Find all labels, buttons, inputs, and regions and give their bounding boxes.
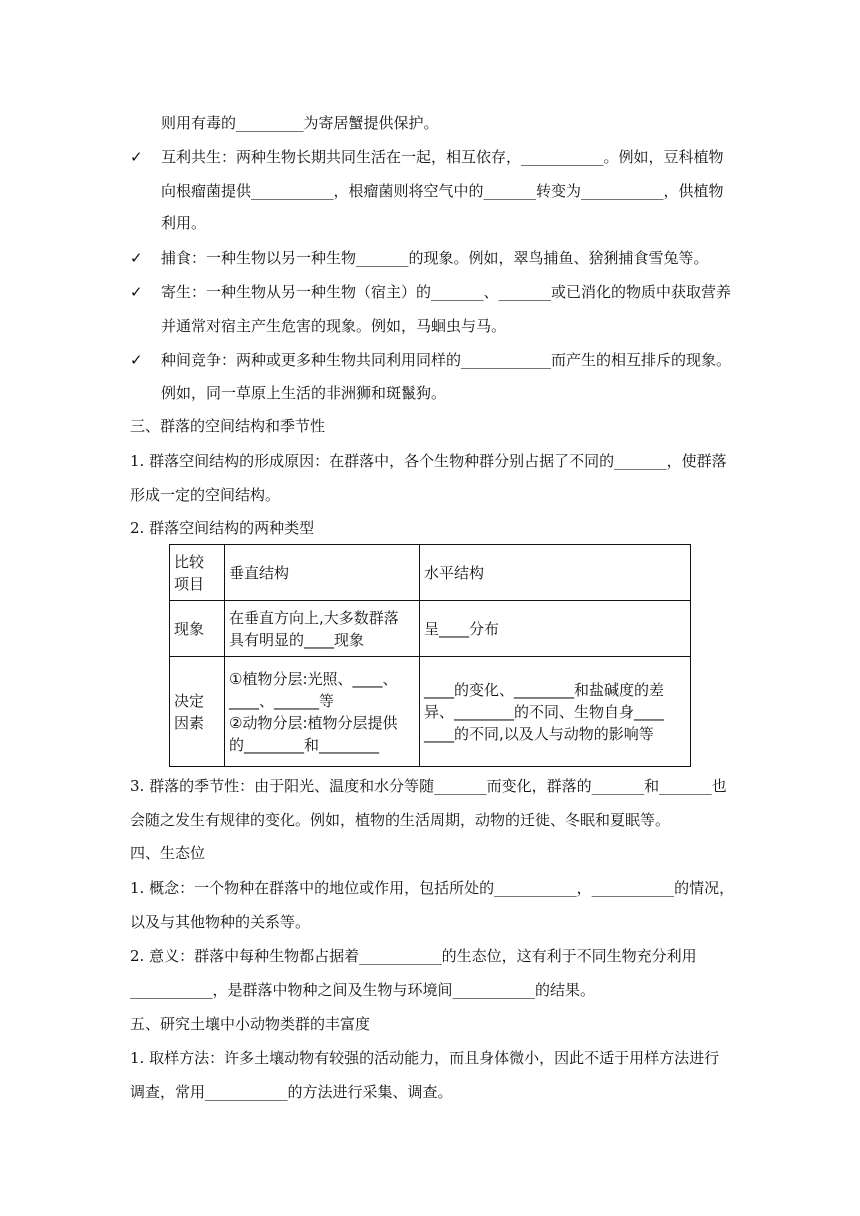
text-line: 并通常对宿主产生危害的现象。例如，马蛔虫与马。 [161, 317, 507, 335]
cell-text: 垂直结构 [229, 563, 290, 582]
table-cell [420, 545, 691, 601]
cell-text: 项目 [174, 574, 205, 593]
cell-text: 具有明显的____现象 [229, 630, 365, 649]
table-cell [170, 601, 225, 657]
text-line: 例如，同一草原上生活的非洲狮和斑鬣狗。 [161, 384, 447, 402]
text-line: 互利共生：两种生物长期共同生活在一起，相互依存，___________。例如，豆科植物 [161, 148, 724, 166]
text-line: 1. 取样方法：许多土壤动物有较强的活动能力，而且身体微小，因此不适于用样方法进行 [130, 1049, 720, 1067]
check-icon: ✓ [130, 148, 143, 166]
table-row [170, 545, 691, 601]
table-cell [420, 601, 691, 657]
check-icon: ✓ [130, 249, 143, 267]
text-line: 2. 群落空间结构的两种类型 [130, 519, 315, 537]
cell-text: ②动物分层:植物分层提供 [229, 713, 398, 732]
section-heading: 四、生态位 [130, 844, 206, 862]
check-icon: ✓ [130, 351, 143, 369]
text-line: 会随之发生有规律的变化。例如，植物的生活周期，动物的迁徙、冬眠和夏眠等。 [130, 811, 671, 829]
table-cell [420, 657, 691, 767]
section-heading: 五、研究土壤中小动物类群的丰富度 [130, 1015, 371, 1033]
cell-text: ____的不同,以及人与动物的影响等 [424, 724, 654, 743]
text-line: 1. 群落空间结构的形成原因：在群落中，各个生物种群分别占据了不同的_______，使群落 [130, 452, 727, 470]
text-line: 2. 意义：群落中每种生物都占据着___________的生态位，这有利于不同生物充分利用 [130, 947, 697, 965]
text-line: 寄生：一种生物从另一种生物（宿主）的_______、_______或已消化的物质中获取营养 [161, 283, 732, 301]
text-line: 则用有毒的_________为寄居蟹提供保护。 [161, 114, 439, 132]
cell-text: 异、________的不同、生物自身____ [424, 702, 665, 721]
cell-text: 决定 [174, 691, 205, 710]
table-cell [225, 545, 420, 601]
section-heading: 三、群落的空间结构和季节性 [130, 417, 326, 435]
cell-text: 现象 [174, 619, 205, 638]
table-cell [225, 601, 420, 657]
table-cell [170, 545, 225, 601]
cell-text: ____、______等 [229, 691, 335, 710]
table-row [170, 601, 691, 657]
cell-text: 比较 [174, 552, 205, 571]
cell-text: ____的变化、________和盐碱度的差 [424, 680, 665, 699]
cell-text: ①植物分层:光照、____、 [229, 669, 398, 688]
text-line: 种间竞争：两种或更多种生物共同利用同样的____________而产生的相互排斥的现象。 [161, 351, 732, 369]
text-line: 捕食：一种生物以另一种生物_______的现象。例如，翠鸟捕鱼、猞猁捕食雪兔等。 [161, 249, 709, 267]
text-line: 1. 概念：一个物种在群落中的地位或作用，包括所处的___________，___________的情况， [130, 879, 735, 897]
table-cell [225, 657, 420, 767]
cell-text: 水平结构 [424, 563, 485, 582]
text-line: ___________，是群落中物种之间及生物与环境间___________的结果。 [130, 981, 596, 999]
cell-text: 因素 [174, 713, 205, 732]
table-cell [170, 657, 225, 767]
text-line: 调查，常用___________的方法进行采集、调查。 [130, 1083, 453, 1101]
cell-text: 呈____分布 [424, 619, 500, 638]
check-icon: ✓ [130, 283, 143, 301]
text-line: 形成一定的空间结构。 [130, 486, 281, 504]
text-line: 3. 群落的季节性：由于阳光、温度和水分等随_______而变化，群落的_______和_______也 [130, 777, 727, 795]
cell-text: 的________和________ [229, 735, 380, 754]
text-line: 向根瘤菌提供___________，根瘤菌则将空气中的_______转变为___________，供植物 [161, 182, 724, 200]
text-line: 以及与其他物种的关系等。 [130, 913, 311, 931]
text-line: 利用。 [161, 214, 207, 232]
table-row [170, 657, 691, 767]
structure-table [169, 544, 691, 767]
cell-text: 在垂直方向上,大多数群落 [229, 608, 399, 627]
